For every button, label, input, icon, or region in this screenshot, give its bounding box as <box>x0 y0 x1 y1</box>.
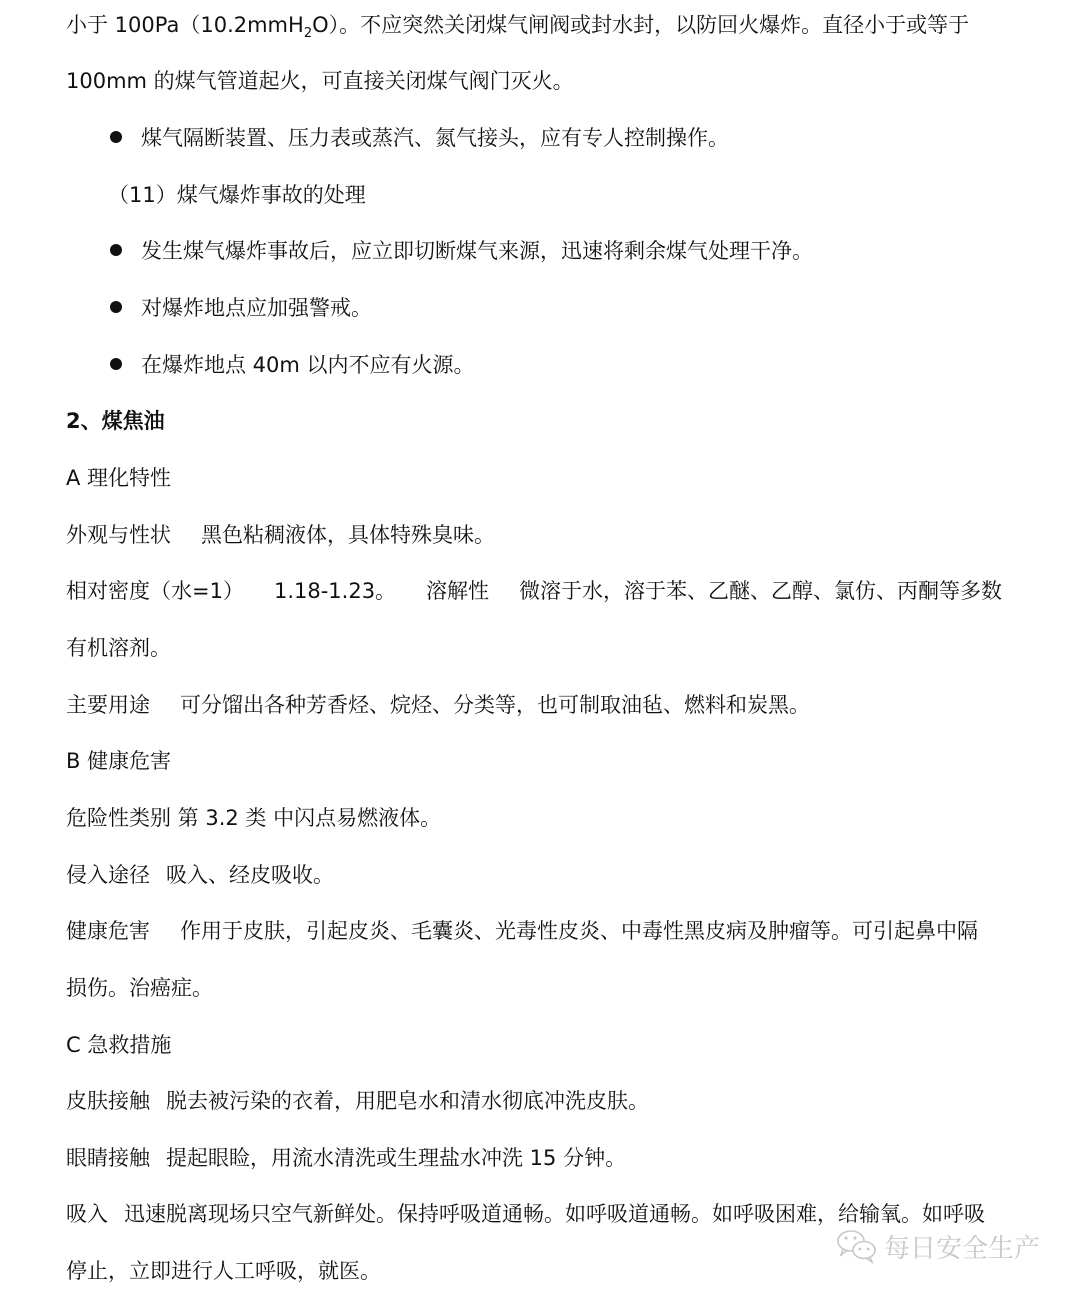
bullet-text: 发生煤气爆炸事故后，应立即切断煤气来源，迅速将剩余煤气处理干净。 <box>141 239 813 263</box>
property-value: 微溶于水，溶于苯、乙醚、乙醇、氯仿、丙酮等多数 <box>519 579 1003 603</box>
property-value: 1.18-1.23。 <box>273 579 397 603</box>
property-value: 迅速脱离现场只空气新鲜处。保持呼吸道通畅。如呼吸道通畅。如呼吸困难，给输氧。如呼吸 <box>124 1202 985 1226</box>
text-span: O）。不应突然关闭煤气闸阀或封水封，以防回火爆炸。直径小于或等于 <box>312 13 970 37</box>
property-row <box>66 916 978 946</box>
property-label: 侵入途径 <box>66 863 150 887</box>
wechat-icon <box>836 1228 878 1264</box>
property-label: 吸入 <box>66 1202 108 1226</box>
subsection-title: （11）煤气爆炸事故的处理 <box>108 183 366 207</box>
bullet-text: 煤气隔断装置、压力表或蒸汽、氮气接头，应有专人控制操作。 <box>141 126 729 150</box>
property-row <box>66 576 1002 606</box>
property-label: 健康危害 <box>66 919 150 943</box>
property-label: 外观与性状 <box>66 523 171 547</box>
bullet-item <box>110 350 475 380</box>
property-value: 可分馏出各种芳香烃、烷烃、分类等，也可制取油毡、燃料和炭黑。 <box>180 693 810 717</box>
property-value: 作用于皮肤，引起皮炎、毛囊炎、光毒性皮炎、中毒性黑皮病及肿瘤等。可引起鼻中隔 <box>180 919 978 943</box>
section-title-c: C 急救措施 <box>66 1033 172 1057</box>
property-row <box>66 690 810 720</box>
property-label: 主要用途 <box>66 693 150 717</box>
property-value: 脱去被污染的衣着，用肥皂水和清水彻底冲洗皮肤。 <box>166 1089 649 1113</box>
property-row <box>66 1199 985 1229</box>
property-value: 提起眼睑，用流水清洗或生理盐水冲洗 15 分钟。 <box>166 1146 627 1170</box>
property-row <box>66 1086 649 1116</box>
paragraph-line: 停止，立即进行人工呼吸，就医。 <box>66 1259 381 1283</box>
bullet-icon <box>110 301 122 313</box>
bullet-item <box>110 123 729 153</box>
bullet-icon <box>110 244 122 256</box>
paragraph-line: 有机溶剂。 <box>66 636 171 660</box>
property-row <box>66 520 495 550</box>
property-value: 吸入、经皮吸收。 <box>166 863 334 887</box>
bullet-icon <box>110 131 122 143</box>
bullet-text: 对爆炸地点应加强警戒。 <box>141 296 372 320</box>
property-label: 皮肤接触 <box>66 1089 150 1113</box>
property-label: 眼睛接触 <box>66 1146 150 1170</box>
bullet-item <box>110 293 372 323</box>
bullet-icon <box>110 358 122 370</box>
paragraph-line: 损伤。治癌症。 <box>66 976 213 1000</box>
property-label: 溶解性 <box>426 579 490 603</box>
watermark <box>836 1226 1040 1266</box>
property-row <box>66 860 334 890</box>
subscript: 2 <box>303 26 313 42</box>
bullet-item <box>110 236 813 266</box>
paragraph-line: 100mm 的煤气管道起火，可直接关闭煤气阀门灭火。 <box>66 69 574 93</box>
property-value: 黑色粘稠液体，具体特殊臭味。 <box>201 523 495 547</box>
watermark-text: 每日安全生产 <box>884 1233 1041 1264</box>
section-title-b: B 健康危害 <box>66 749 172 773</box>
property-row <box>66 1143 626 1173</box>
bullet-text: 在爆炸地点 40m 以内不应有火源。 <box>141 353 475 377</box>
section-title-a: A 理化特性 <box>66 466 172 490</box>
text-span: 小于 100Pa（10.2mmH <box>66 13 304 37</box>
section-heading: 2、煤焦油 <box>66 409 165 433</box>
paragraph-line <box>66 10 969 49</box>
property-label: 相对密度（水=1） <box>66 579 244 603</box>
property-row: 危险性类别 第 3.2 类 中闪点易燃液体。 <box>66 806 442 830</box>
